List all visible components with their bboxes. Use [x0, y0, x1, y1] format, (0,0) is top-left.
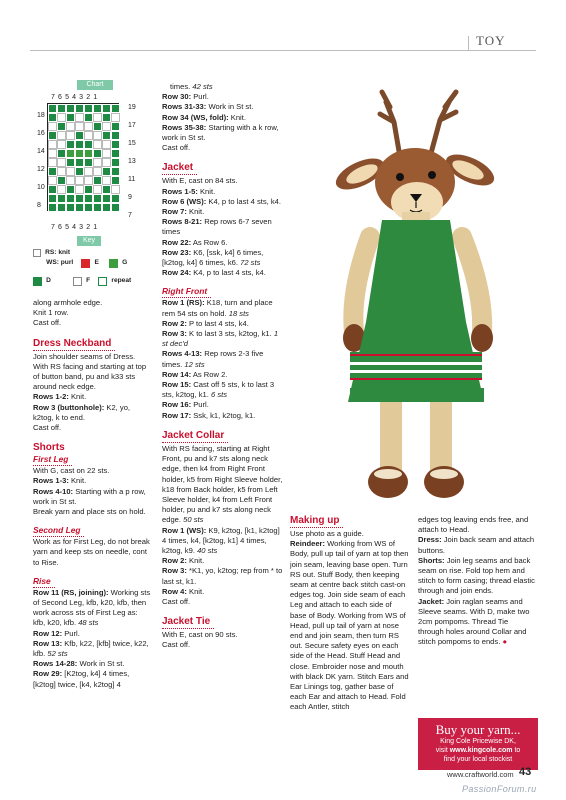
- row-number: 19: [128, 104, 136, 111]
- stitch-count: 42 sts: [192, 82, 213, 91]
- buy-yarn-title: Buy your yarn...: [435, 722, 521, 737]
- row-label: Rows 1-5:: [162, 186, 198, 196]
- chart-cell: [75, 149, 84, 158]
- part-label: Shorts:: [418, 555, 445, 565]
- chart-cell: [57, 140, 66, 149]
- instruction-paragraph: [290, 539, 410, 712]
- chart-cell: [111, 194, 120, 203]
- text-line: edges tog leaving ends free, and attach to Head.: [418, 515, 529, 535]
- row-text: As Row 6.: [191, 237, 228, 247]
- subsection-heading: Rise: [33, 576, 55, 588]
- chart-cell: [75, 122, 84, 131]
- chart-cell: [111, 140, 120, 149]
- chart-cell: [75, 113, 84, 122]
- chart-cell: [111, 122, 120, 131]
- chart-cell: [48, 203, 57, 212]
- row-number: 11: [128, 176, 136, 183]
- chart-cell: [93, 176, 102, 185]
- text-line: With E, cast on 84 sts.: [162, 176, 238, 186]
- row-text: Working sts of Second Leg, kfb, k20, kfb, then work across sts of First Leg as: kfb, k20, kfb.: [33, 587, 151, 628]
- part-label: Dress:: [418, 535, 442, 545]
- row-label: Row 22:: [162, 237, 192, 247]
- chart-cell: [111, 149, 120, 158]
- instruction-row: [33, 588, 151, 629]
- key-legend: [33, 248, 153, 290]
- instruction-row: [33, 659, 151, 669]
- colour-chart-grid: [47, 103, 119, 211]
- row-label: Row 24:: [162, 268, 192, 278]
- instruction-row: [162, 556, 284, 566]
- buy-yarn-text: [418, 737, 538, 764]
- row-label: Rows 35-38:: [162, 122, 207, 132]
- row-text: Rep rows 2-3 five times.: [162, 349, 264, 369]
- row-text: Purl.: [191, 400, 209, 410]
- chart-cell: [57, 203, 66, 212]
- instruction-row: [33, 476, 151, 486]
- row-text: Rep rows 6-7 seven times: [162, 217, 272, 237]
- chart-cell: [48, 176, 57, 185]
- chart-cell: [48, 122, 57, 131]
- row-text: K9, k2tog, [k1, k2tog] 4 times, k4, [k2tog, k1] 4 times, k2tog, k9.: [162, 525, 280, 555]
- row-text: *K1, yo, k2tog; rep from * to last st, k1.: [162, 566, 283, 586]
- row-label: Row 3 (buttonhole):: [33, 402, 105, 412]
- row-text: Starting with a k row, work in St st.: [162, 122, 279, 143]
- chart-cell: [75, 185, 84, 194]
- chart-cell: [93, 167, 102, 176]
- chart-cell: [84, 194, 93, 203]
- row-label: Row 11 (RS, joining):: [33, 587, 109, 597]
- row-label: Row 29:: [33, 669, 63, 679]
- chart-cell: [93, 131, 102, 140]
- text-line: Use photo as a guide.: [290, 529, 364, 538]
- row-number: 13: [128, 158, 136, 165]
- text-fragment: visit: [435, 747, 448, 754]
- row-number: 15: [128, 140, 136, 147]
- chart-cell: [57, 167, 66, 176]
- instruction-paragraph: [418, 535, 536, 555]
- instruction-row: [162, 349, 284, 369]
- instruction-row: [162, 113, 284, 123]
- row-text: Knit.: [197, 186, 216, 196]
- chart-cell: [66, 194, 75, 203]
- row-label: Rows 4-10:: [33, 486, 74, 496]
- row-text: As Row 2.: [191, 369, 228, 379]
- instruction-row: [162, 566, 284, 586]
- instruction-row: [162, 400, 284, 410]
- row-number: 18: [37, 112, 45, 119]
- row-text: Ssk, k1, k2tog, k1.: [191, 410, 256, 420]
- yarn-e-swatch: [81, 259, 90, 268]
- pattern-column-2: [162, 82, 284, 651]
- chart-cell: [102, 131, 111, 140]
- row-text: Knit.: [186, 586, 205, 596]
- chart-cell: [102, 113, 111, 122]
- row-label: Row 2:: [162, 556, 187, 566]
- chart-cell: [93, 194, 102, 203]
- paragraph: Join back seam and attach buttons.: [418, 535, 535, 555]
- chart-cell: [66, 185, 75, 194]
- watermark: PassionForum.ru: [462, 784, 537, 794]
- chart-cell: [75, 140, 84, 149]
- chart-cell: [93, 122, 102, 131]
- chart-cell: [93, 203, 102, 212]
- row-label: Row 4:: [162, 586, 187, 596]
- yarn-name: King Cole Pricewise DK,: [440, 738, 516, 745]
- chart-cell: [57, 185, 66, 194]
- row-label: Row 15:: [162, 380, 192, 390]
- row-text: Starting with a p row, work in St st.: [33, 486, 146, 506]
- key-d: D: [46, 277, 51, 284]
- paragraph: Work as for First Leg, do not break yarn and keep sts on needle, cont to Rise.: [33, 537, 150, 567]
- chart-cell: [111, 203, 120, 212]
- chart-cell: [66, 176, 75, 185]
- instruction-row: [162, 197, 284, 207]
- row-number: 12: [37, 166, 45, 173]
- text-line: With E, cast on 90 sts.: [162, 630, 238, 640]
- text-line: Cast off.: [33, 423, 62, 433]
- chart-cell: [48, 158, 57, 167]
- row-text: K4, p to last 4 sts, k4.: [191, 268, 266, 278]
- row-label: Row 23:: [162, 247, 192, 257]
- chart-cell: [102, 140, 111, 149]
- top-rule: [30, 50, 536, 51]
- stitch-count: 50 sts: [183, 515, 204, 525]
- end-mark-icon: ●: [502, 637, 508, 647]
- section-heading: Jacket Collar: [162, 430, 228, 443]
- chart-cell: [84, 122, 93, 131]
- subsection-heading: Second Leg: [33, 525, 84, 537]
- chart-cell: [84, 149, 93, 158]
- chart-cell: [93, 158, 102, 167]
- row-label: Rows 4-13:: [162, 349, 203, 359]
- footer-website[interactable]: www.craftworld.com: [447, 770, 514, 779]
- instruction-row: [33, 392, 151, 402]
- row-text: Cast off 5 sts, k to last 3 sts, k2tog, k1.: [162, 380, 275, 400]
- chart-cell: [66, 140, 75, 149]
- row-text: K2, yo, k2tog, k to end.: [33, 402, 131, 422]
- key-rs-knit: RS: knit: [45, 249, 71, 256]
- instruction-row: [162, 587, 284, 597]
- instruction-paragraph: [418, 556, 536, 597]
- row-label: Row 1 (RS):: [162, 298, 205, 308]
- row-text: P to last 4 sts, k4.: [186, 318, 249, 328]
- row-label: Row 2:: [162, 318, 187, 328]
- instruction-row: [162, 217, 284, 237]
- yarn-d-swatch: [33, 277, 42, 286]
- chart-cell: [48, 131, 57, 140]
- knit-purl-swatch: [33, 249, 41, 257]
- chart-cell: [84, 140, 93, 149]
- instruction-row: [162, 329, 284, 349]
- chart-cell: [102, 185, 111, 194]
- chart-cell: [102, 149, 111, 158]
- chart-cell: [111, 131, 120, 140]
- row-label: Row 7:: [162, 207, 187, 217]
- instruction-row: [162, 298, 284, 318]
- row-label: Row 30:: [162, 92, 192, 102]
- row-number: 10: [37, 184, 45, 191]
- row-text: Knit.: [186, 556, 205, 566]
- chart-cell: [102, 104, 111, 113]
- instruction-paragraph: [418, 597, 536, 648]
- chart-cell: [84, 176, 93, 185]
- chart-cell: [66, 167, 75, 176]
- chart-cell: [84, 158, 93, 167]
- paragraph: Join leg seams and back seam on rise. Fold top hem and stitch to form casing; thread elastic through and join ends.: [418, 555, 535, 596]
- section-heading: Shorts: [33, 442, 65, 454]
- row-label: Row 34 (WS, fold):: [162, 112, 229, 122]
- chart-cell: [48, 104, 57, 113]
- page-number: 43: [519, 766, 532, 778]
- key-f: F: [86, 277, 91, 284]
- chart-cell: [75, 131, 84, 140]
- chart-top-numbers: 7 6 5 4 3 2 1: [51, 94, 98, 101]
- row-text: K4, p to last 4 sts, k4.: [206, 196, 282, 206]
- chart-cell: [102, 203, 111, 212]
- instruction-row: [162, 319, 284, 329]
- instruction-row: [162, 380, 284, 400]
- row-text: Knit.: [68, 476, 87, 486]
- chart-cell: [57, 104, 66, 113]
- paragraph: With RS facing, starting at Right Front, pu and k7 sts along neck edge, then k4 from Right Front holder, k5 from Right Sleeve holder, k18 from Back holder, k5 from Left Sleeve holder, k4 from Left Front holder, pu and k7 sts along neck edge.: [162, 443, 283, 525]
- chart-cell: [66, 113, 75, 122]
- key-repeat: repeat: [111, 277, 132, 284]
- yarn-f-swatch: [73, 277, 82, 286]
- instruction-row: [33, 487, 151, 507]
- chart-cell: [75, 203, 84, 212]
- chart-cell: [93, 140, 102, 149]
- part-label: Reindeer:: [290, 539, 326, 549]
- row-text: Kfb, k22, [kfb] twice, k22, kfb.: [33, 638, 149, 659]
- text-line: Cast off.: [162, 143, 191, 153]
- row-number: 9: [128, 194, 132, 201]
- instruction-row: [33, 669, 151, 689]
- chart-cell: [57, 158, 66, 167]
- row-label: Row 3:: [162, 329, 187, 339]
- instruction-row: [162, 411, 284, 421]
- instruction-row: [33, 629, 151, 639]
- stitch-count: 1 st dec'd: [162, 329, 279, 349]
- row-label: Row 6 (WS):: [162, 196, 207, 206]
- chart-cell: [66, 104, 75, 113]
- section-heading: Dress Neckband: [33, 338, 115, 351]
- chart-cell: [93, 185, 102, 194]
- section-tag: TOY: [476, 33, 506, 48]
- chart-cell: [102, 122, 111, 131]
- chart-cell: [75, 167, 84, 176]
- chart-cell: [102, 194, 111, 203]
- key-e: E: [94, 259, 99, 266]
- chart-cell: [48, 185, 57, 194]
- row-label: Rows 1-3:: [33, 476, 69, 486]
- chart-cell: [57, 131, 66, 140]
- chart-cell: [66, 131, 75, 140]
- stockist-link[interactable]: www.kingcole.com: [449, 747, 513, 754]
- chart-cell: [111, 167, 120, 176]
- chart-cell: [75, 194, 84, 203]
- row-text: K18, turn and place rem 54 sts on hold.: [162, 298, 273, 318]
- chart-cell: [57, 194, 66, 203]
- chart-cell: [111, 176, 120, 185]
- text-line: Knit 1 row.: [33, 308, 69, 318]
- row-text: Work in St st.: [206, 102, 254, 112]
- reindeer-toy-photo: [290, 62, 536, 508]
- instruction-row: [162, 187, 284, 197]
- chart-cell: [102, 167, 111, 176]
- pattern-column-1: [33, 298, 151, 690]
- paragraph: Working from WS of Body, pull up tail of yarn at top then join seam, leaving base open. Turn RS out. Stuff Body, then keeping seam at centre back stitch cast-on edges tog. Join side seam of each Leg and attach to each side of base of Body. Working from WS of Head, pull up tail of yarn at nose end and join seam, then turn RS out. Secure safety eyes on each side of the Head. Stuff Head and close. Embroider nose and mouth with black DK yarn. Stitch Ears and Ear Linings tog, gather base of each Ear and attach to Head. Fold each Antler, stitch: [290, 539, 409, 712]
- stitch-count: 40 sts: [197, 545, 218, 555]
- paragraph: Join raglan seams and Sleeve seams. With D, make two 2cm pompoms. Thread Tie through holes around Collar and stitch pompoms to ends.: [418, 596, 530, 647]
- text-line: times.: [170, 82, 191, 91]
- chart-cell: [66, 158, 75, 167]
- chart-cell: [111, 113, 120, 122]
- stitch-count: 72 sts: [240, 258, 261, 268]
- row-text: Purl.: [191, 92, 209, 102]
- row-label: Row 17:: [162, 410, 192, 420]
- paragraph: Join shoulder seams of Dress. With RS facing and starting at top of button band, pu and k33 sts around neck edge.: [33, 351, 147, 392]
- row-text: [K2tog, k4] 4 times, [k2tog] twice, [k4, k2tog] 4: [33, 669, 130, 689]
- row-number: 17: [128, 122, 136, 129]
- instruction-row: [162, 92, 284, 102]
- instruction-row: [33, 639, 151, 659]
- section-heading: Making up: [290, 515, 343, 528]
- key-g: G: [122, 259, 128, 266]
- row-number: 16: [37, 130, 45, 137]
- row-label: Rows 14-28:: [33, 659, 78, 669]
- pattern-column-3: [290, 515, 410, 713]
- row-number: 14: [37, 148, 45, 155]
- chart-cell: [84, 113, 93, 122]
- subsection-heading: Right Front: [162, 286, 211, 298]
- chart-cell: [75, 158, 84, 167]
- instruction-row: [162, 248, 284, 268]
- yarn-g-swatch: [109, 259, 118, 268]
- instruction-row: [162, 238, 284, 248]
- stitch-count: 6 sts: [210, 390, 228, 400]
- stitch-count: 52 sts: [47, 649, 68, 659]
- chart-cell: [75, 176, 84, 185]
- chart-cell: [111, 185, 120, 194]
- row-text: Knit.: [68, 392, 87, 402]
- row-label: Rows 8-21:: [162, 217, 203, 227]
- text-line: Cast off.: [33, 318, 62, 328]
- chart-cell: [102, 158, 111, 167]
- repeat-swatch: [98, 277, 107, 286]
- text-fragment: find your local stockist: [443, 756, 513, 763]
- chart-cell: [84, 203, 93, 212]
- row-label: Rows 1-2:: [33, 392, 69, 402]
- text-line: along armhole edge.: [33, 298, 103, 307]
- chart-cell: [57, 113, 66, 122]
- chart-cell: [84, 185, 93, 194]
- key-label: Key: [77, 236, 101, 246]
- text-line: Cast off.: [162, 640, 191, 650]
- instruction-row: [162, 102, 284, 112]
- instruction-row: [162, 123, 284, 143]
- row-text: Knit.: [228, 112, 246, 122]
- key-ws-purl: WS: purl: [46, 259, 74, 266]
- chart-cell: [84, 167, 93, 176]
- row-label: Rows 31-33:: [162, 102, 207, 112]
- chart-cell: [48, 140, 57, 149]
- text-line: With G, cast on 22 sts.: [33, 466, 110, 476]
- row-label: Row 1 (WS):: [162, 525, 207, 535]
- chart-cell: [93, 149, 102, 158]
- pattern-column-4: [418, 515, 536, 648]
- chart-cell: [102, 176, 111, 185]
- row-text: Work in St st.: [77, 659, 125, 669]
- chart-cell: [57, 149, 66, 158]
- row-number: 8: [37, 202, 41, 209]
- chart-cell: [111, 104, 120, 113]
- section-heading: Jacket: [162, 162, 197, 175]
- row-label: Row 12:: [33, 628, 63, 638]
- chart-cell: [57, 122, 66, 131]
- row-text: K6, [ssk, k4] 6 times, [k2tog, k4] 6 times, k6.: [162, 247, 264, 268]
- instruction-row: [162, 268, 284, 278]
- chart-cell: [48, 113, 57, 122]
- stitch-count: 48 sts: [78, 618, 99, 628]
- part-label: Jacket:: [418, 596, 445, 606]
- row-text: K to last 3 sts, k2tog, k1.: [186, 329, 272, 339]
- chart-cell: [48, 194, 57, 203]
- chart-cell: [93, 104, 102, 113]
- chart-cell: [93, 113, 102, 122]
- chart-cell: [75, 104, 84, 113]
- chart-cell: [84, 131, 93, 140]
- instruction-row: [33, 403, 151, 423]
- chart-cell: [66, 149, 75, 158]
- instruction-row: [162, 207, 284, 217]
- row-label: Row 13:: [33, 638, 63, 648]
- text-line: Cast off.: [162, 596, 191, 606]
- chart-cell: [57, 176, 66, 185]
- instruction-row: [162, 526, 284, 557]
- chart-cell: [48, 167, 57, 176]
- chart-cell: [48, 149, 57, 158]
- row-label: Row 3:: [162, 566, 187, 576]
- paragraph: Break yarn and place sts on hold.: [33, 507, 146, 517]
- chart-bottom-numbers: 7 6 5 4 3 2 1: [51, 224, 98, 231]
- stitch-count: 12 sts: [184, 359, 205, 369]
- buy-yarn-box: [418, 718, 538, 770]
- reindeer-toy-illustration: [290, 62, 536, 508]
- row-text: Purl.: [62, 628, 80, 638]
- subsection-heading: First Leg: [33, 454, 72, 466]
- chart-cell: [111, 158, 120, 167]
- text-fragment: to: [514, 747, 521, 754]
- chart-cell: [66, 203, 75, 212]
- instruction-row: [162, 370, 284, 380]
- section-heading: Jacket Tie: [162, 616, 214, 629]
- row-label: Row 14:: [162, 369, 192, 379]
- chart-cell: [84, 104, 93, 113]
- stitch-count: 18 sts: [228, 308, 249, 318]
- row-text: Knit.: [186, 207, 205, 217]
- row-number: 7: [128, 212, 132, 219]
- row-label: Row 16:: [162, 400, 192, 410]
- chart-cell: [66, 122, 75, 131]
- chart-label: Chart: [77, 80, 113, 90]
